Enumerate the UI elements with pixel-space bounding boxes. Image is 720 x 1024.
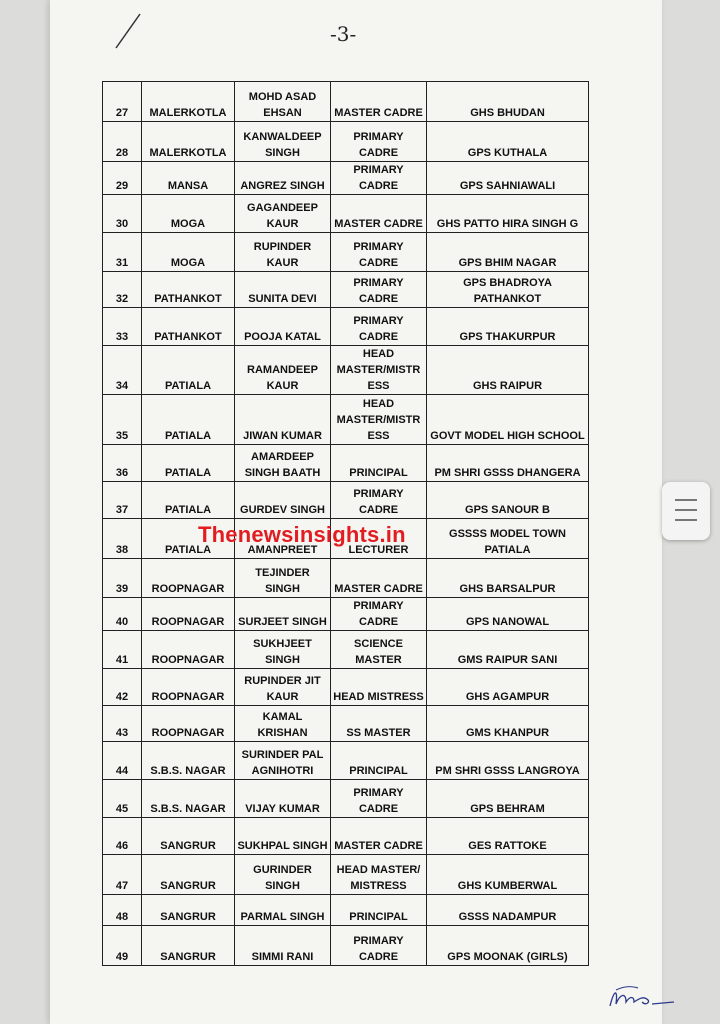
table-row — [103, 195, 589, 233]
table-row — [103, 926, 589, 966]
row-number: 42 — [103, 669, 142, 706]
row-name: KAMAL KRISHAN — [235, 706, 331, 742]
row-school: GPS THAKURPUR — [427, 308, 589, 346]
row-number: 43 — [103, 706, 142, 742]
table-row — [103, 559, 589, 598]
table-row — [103, 742, 589, 780]
row-name: RUPINDER JIT KAUR — [235, 669, 331, 706]
row-district: PATIALA — [142, 445, 235, 482]
table-row — [103, 780, 589, 818]
table-row — [103, 482, 589, 519]
row-name: GURINDER SINGH — [235, 855, 331, 895]
row-number: 31 — [103, 233, 142, 272]
row-post: MASTER CADRE — [331, 82, 427, 122]
row-district: PATIALA — [142, 482, 235, 519]
row-post: PRINCIPAL — [331, 445, 427, 482]
row-name: GAGANDEEP KAUR — [235, 195, 331, 233]
row-post: SCIENCE MASTER — [331, 631, 427, 669]
table-row — [103, 308, 589, 346]
row-district: MOGA — [142, 233, 235, 272]
table-row — [103, 395, 589, 445]
row-number: 45 — [103, 780, 142, 818]
row-number: 44 — [103, 742, 142, 780]
row-name: GURDEV SINGH — [235, 482, 331, 519]
table-row — [103, 82, 589, 122]
row-number: 40 — [103, 598, 142, 631]
row-post: PRIMARY CADRE — [331, 272, 427, 308]
row-post: PRIMARY CADRE — [331, 162, 427, 195]
row-post: SS MASTER — [331, 706, 427, 742]
row-school: GHS AGAMPUR — [427, 669, 589, 706]
table-row — [103, 272, 589, 308]
table-row — [103, 818, 589, 855]
page-number: -3- — [330, 22, 357, 46]
table-row — [103, 598, 589, 631]
row-school: PM SHRI GSSS DHANGERA — [427, 445, 589, 482]
row-school: GPS SAHNIAWALI — [427, 162, 589, 195]
row-district: ROOPNAGAR — [142, 706, 235, 742]
row-school: GPS KUTHALA — [427, 122, 589, 162]
row-district: SANGRUR — [142, 818, 235, 855]
row-post: PRIMARY CADRE — [331, 122, 427, 162]
row-number: 33 — [103, 308, 142, 346]
row-number: 30 — [103, 195, 142, 233]
row-school: GHS BARSALPUR — [427, 559, 589, 598]
row-number: 48 — [103, 895, 142, 926]
row-number: 41 — [103, 631, 142, 669]
row-district: ROOPNAGAR — [142, 669, 235, 706]
row-post: PRIMARY CADRE — [331, 780, 427, 818]
row-district: ROOPNAGAR — [142, 559, 235, 598]
row-post: HEAD MASTER/ MISTRESS — [331, 855, 427, 895]
signature-mark — [604, 982, 684, 1012]
row-number: 37 — [103, 482, 142, 519]
row-post: PRIMARY CADRE — [331, 598, 427, 631]
row-post: HEAD MASTER/MISTR ESS — [331, 346, 427, 395]
table-row — [103, 162, 589, 195]
table-row — [103, 122, 589, 162]
row-school: PM SHRI GSSS LANGROYA — [427, 742, 589, 780]
row-post: PRIMARY CADRE — [331, 926, 427, 966]
row-name: TEJINDER SINGH — [235, 559, 331, 598]
row-name: SURJEET SINGH — [235, 598, 331, 631]
row-post: MASTER CADRE — [331, 818, 427, 855]
row-number: 47 — [103, 855, 142, 895]
row-school: GHS KUMBERWAL — [427, 855, 589, 895]
table-row — [103, 445, 589, 482]
row-number: 46 — [103, 818, 142, 855]
row-name: SUKHJEET SINGH — [235, 631, 331, 669]
table-row — [103, 895, 589, 926]
row-post: PRIMARY CADRE — [331, 482, 427, 519]
row-name: AMARDEEP SINGH BAATH — [235, 445, 331, 482]
row-name: RUPINDER KAUR — [235, 233, 331, 272]
row-school: GHS RAIPUR — [427, 346, 589, 395]
row-district: S.B.S. NAGAR — [142, 780, 235, 818]
row-name: SUKHPAL SINGH — [235, 818, 331, 855]
row-name: SUNITA DEVI — [235, 272, 331, 308]
page-fold-mark — [112, 12, 142, 52]
table-row — [103, 855, 589, 895]
row-school: GHS BHUDAN — [427, 82, 589, 122]
row-number: 38 — [103, 519, 142, 559]
row-school: GMS RAIPUR SANI — [427, 631, 589, 669]
row-school: GPS NANOWAL — [427, 598, 589, 631]
table-row — [103, 346, 589, 395]
table-row — [103, 631, 589, 669]
row-district: ROOPNAGAR — [142, 598, 235, 631]
row-district: PATIALA — [142, 519, 235, 559]
row-name: RAMANDEEP KAUR — [235, 346, 331, 395]
row-school: GOVT MODEL HIGH SCHOOL — [427, 395, 589, 445]
row-name: AMANPREET — [235, 519, 331, 559]
row-school: GMS KHANPUR — [427, 706, 589, 742]
row-number: 36 — [103, 445, 142, 482]
row-district: S.B.S. NAGAR — [142, 742, 235, 780]
row-post: LECTURER — [331, 519, 427, 559]
row-number: 27 — [103, 82, 142, 122]
row-post: HEAD MISTRESS — [331, 669, 427, 706]
row-school: GPS BHIM NAGAR — [427, 233, 589, 272]
row-name: KANWALDEEP SINGH — [235, 122, 331, 162]
row-school: GES RATTOKE — [427, 818, 589, 855]
row-school: GSSSS MODEL TOWN PATIALA — [427, 519, 589, 559]
table-row — [103, 669, 589, 706]
row-school: GHS PATTO HIRA SINGH G — [427, 195, 589, 233]
row-name: PARMAL SINGH — [235, 895, 331, 926]
row-number: 28 — [103, 122, 142, 162]
row-number: 34 — [103, 346, 142, 395]
row-number: 32 — [103, 272, 142, 308]
table-row — [103, 233, 589, 272]
row-name: SIMMI RANI — [235, 926, 331, 966]
row-school: GSSS NADAMPUR — [427, 895, 589, 926]
row-name: VIJAY KUMAR — [235, 780, 331, 818]
row-name: JIWAN KUMAR — [235, 395, 331, 445]
row-district: PATHANKOT — [142, 272, 235, 308]
table-row — [103, 706, 589, 742]
row-number: 49 — [103, 926, 142, 966]
site-watermark: Thenewsinsights.in — [198, 522, 406, 547]
row-post: HEAD MASTER/MISTR ESS — [331, 395, 427, 445]
row-post: MASTER CADRE — [331, 195, 427, 233]
row-name: SURINDER PAL AGNIHOTRI — [235, 742, 331, 780]
row-name: ANGREZ SINGH — [235, 162, 331, 195]
row-district: SANGRUR — [142, 895, 235, 926]
row-district: SANGRUR — [142, 855, 235, 895]
row-post: PRINCIPAL — [331, 895, 427, 926]
row-school: GPS BEHRAM — [427, 780, 589, 818]
row-post: PRIMARY CADRE — [331, 233, 427, 272]
row-district: MANSA — [142, 162, 235, 195]
row-school: GPS BHADROYA PATHANKOT — [427, 272, 589, 308]
row-district: PATIALA — [142, 346, 235, 395]
row-school: GPS SANOUR B — [427, 482, 589, 519]
row-post: PRINCIPAL — [331, 742, 427, 780]
row-number: 35 — [103, 395, 142, 445]
row-district: SANGRUR — [142, 926, 235, 966]
row-school: GPS MOONAK (GIRLS) — [427, 926, 589, 966]
row-post: PRIMARY CADRE — [331, 308, 427, 346]
row-name: POOJA KATAL — [235, 308, 331, 346]
row-number: 39 — [103, 559, 142, 598]
row-district: ROOPNAGAR — [142, 631, 235, 669]
row-district: MALERKOTLA — [142, 82, 235, 122]
row-district: MALERKOTLA — [142, 122, 235, 162]
row-district: PATHANKOT — [142, 308, 235, 346]
row-district: MOGA — [142, 195, 235, 233]
row-name: MOHD ASAD EHSAN — [235, 82, 331, 122]
row-post: MASTER CADRE — [331, 559, 427, 598]
menu-lines-icon[interactable] — [662, 482, 710, 540]
row-district: PATIALA — [142, 395, 235, 445]
row-number: 29 — [103, 162, 142, 195]
